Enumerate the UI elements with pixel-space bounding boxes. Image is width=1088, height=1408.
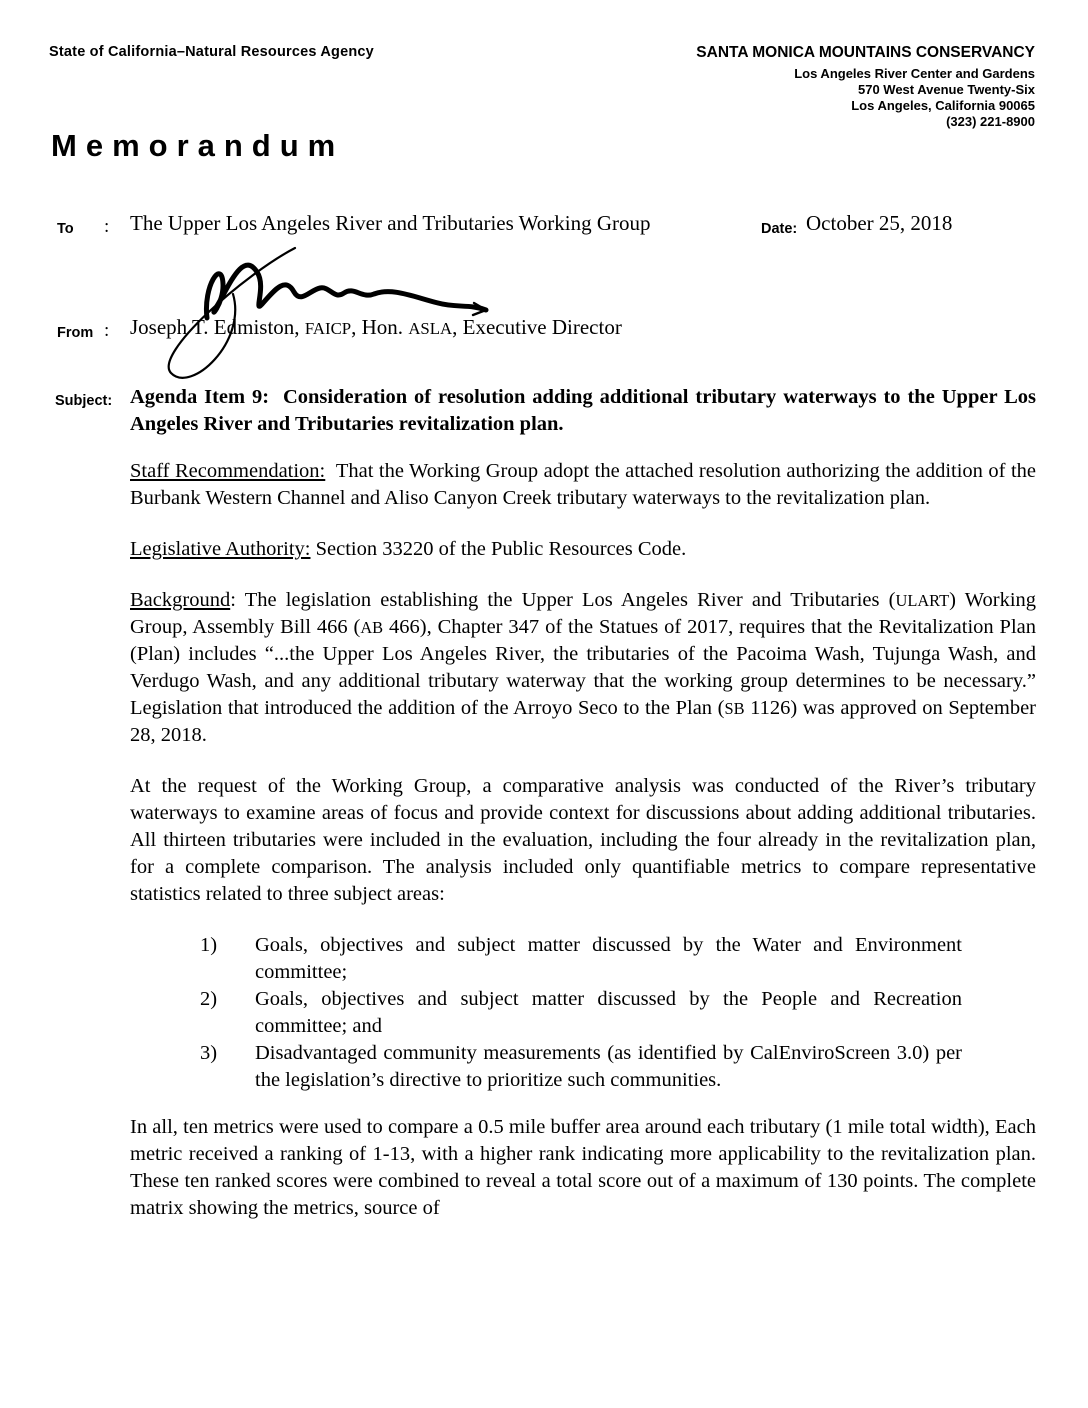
from-value: Joseph T. Edmiston, FAICP, Hon. ASLA, Executive Director — [130, 315, 622, 339]
memo-body — [130, 458, 1036, 1222]
background-paragraph: Background: The legislation establishing the Upper Los Angeles River and Tributaries (ULART) Working Group, Assembly Bill 466 (AB 466), Chapter 347 of the Statues of 2017, requires that the Revitalization Plan (Plan) includes “...the Upper Los Angeles River, the tributaries of the Pacoima Wash, Tujunga Wash, and Verdugo Wash, and any additional tributary waterway that the working group determines to be necessary.” Legislation that introduced the addition of the Arroyo Seco to the Plan (SB 1126) was approved on September 28, 2018. — [130, 589, 1037, 746]
org-address-block — [794, 66, 1035, 130]
from-label: From — [57, 325, 94, 341]
closing-paragraph: In all, ten metrics were used to compare a 0.5 mile buffer area around each tributary (1 mile total width), Each metric received a ranking of 1-13, with a higher rank indicating more applicability to the revitalization plan. These ten ranked scores were combined to reveal a total score out of a maximum of 130 points. The complete matrix showing the metrics, source of — [130, 1116, 1036, 1219]
list-item-number: 3) — [200, 1042, 218, 1064]
analysis-paragraph: At the request of the Working Group, a comparative analysis was conducted of the River’s tributary waterways to examine areas of focus and provide context for discussions about adding additional tributaries. All thirteen tributaries were included in the evaluation, including the four already in the revitalization plan, for a complete comparison. The analysis included only quantifiable metrics to compare representative statistics related to three subject areas: — [130, 775, 1036, 905]
org-address-line: 570 West Avenue Twenty-Six — [857, 82, 1035, 97]
subject-label: Subject: — [55, 393, 113, 409]
org-address-line: Los Angeles River Center and Gardens — [794, 66, 1035, 81]
doc-title: Memorandum — [51, 128, 345, 163]
org-name: SANTA MONICA MOUNTAINS CONSERVANCY — [696, 44, 1035, 61]
to-value: The Upper Los Angeles River and Tributaries Working Group — [130, 211, 651, 235]
date-value: October 25, 2018 — [806, 211, 953, 235]
list-item — [200, 932, 1036, 986]
to-label: To — [57, 221, 74, 237]
from-colon: : — [104, 320, 110, 341]
list-item — [200, 986, 1036, 1040]
list-item-number: 2) — [200, 988, 218, 1010]
date-label: Date: — [761, 221, 798, 237]
agency-line: State of California–Natural Resources Agency — [49, 44, 374, 60]
list-item-text: Goals, objectives and subject matter discussed by the Water and Environment committee; — [255, 934, 962, 983]
org-address-line: Los Angeles, California 90065 — [851, 98, 1035, 113]
org-phone: (323) 221-8900 — [946, 114, 1035, 129]
list-item-text: Goals, objectives and subject matter discussed by the People and Recreation committee; and — [255, 988, 962, 1037]
subject-text: Agenda Item 9: Consideration of resolution adding additional tributary waterways to the Upper Los Angeles River and Tributaries revitalization plan. — [130, 386, 1036, 435]
list-item-text: Disadvantaged community measurements (as identified by CalEnviroScreen 3.0) per the legislation’s directive to prioritize such communities. — [255, 1042, 962, 1091]
legislative-authority-paragraph: Legislative Authority: Section 33220 of the Public Resources Code. — [130, 538, 687, 560]
list-item — [200, 1040, 1036, 1094]
to-colon: : — [104, 216, 110, 237]
numbered-list — [130, 932, 1036, 1094]
list-item-number: 1) — [200, 934, 218, 956]
staff-recommendation-paragraph: Staff Recommendation: That the Working Group adopt the attached resolution authorizing the addition of the Burbank Western Channel and Aliso Canyon Creek tributary waterways to the revitalization plan. — [130, 460, 1037, 509]
